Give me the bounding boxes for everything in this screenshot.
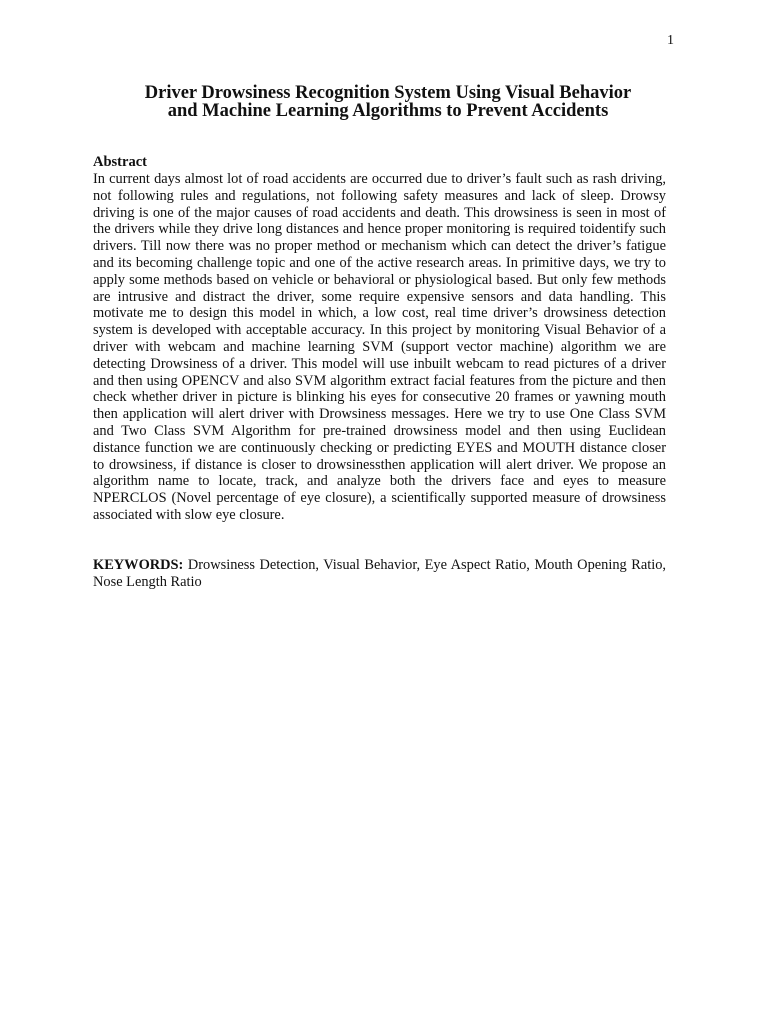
- keywords-paragraph: [93, 557, 666, 591]
- paper-title-line-1: Driver Drowsiness Recognition System Using Visual Behavior: [144, 83, 632, 103]
- keywords-list: Drowsiness Detection, Visual Behavior, Eye Aspect Ratio, Mouth Opening Ratio, Nose Length Ratio: [93, 557, 666, 590]
- abstract-heading: Abstract: [93, 154, 147, 170]
- paper-title: [93, 84, 683, 120]
- keywords-label: KEYWORDS:: [93, 557, 184, 573]
- paper-title-line-2: and Machine Learning Algorithms to Prevent Accidents: [167, 101, 609, 121]
- abstract-body: In current days almost lot of road accidents are occurred due to driver’s fault such as rash driving, not following rules and regulations, not following safety measures and lack of sleep. Drowsy driving is one of the major causes of road accidents and death. This drowsiness is seen in most of the drivers while they drive long distances and hence proper monitoring is required toidentify such drivers. Till now there was no proper method or mechanism which can detect the driver’s fatigue and its becoming challenge topic and one of the active research areas. In primitive days, we try to apply some methods based on vehicle or behavioral or physiological based. But only few methods are intrusive and distract the driver, some require expensive sensors and data handling. This motivate me to design this model in which, a low cost, real time driver’s drowsiness detection system is developed with acceptable accuracy. In this project by monitoring Visual Behavior of a driver with webcam and machine learning SVM (support vector machine) algorithm we are detecting Drowsiness of a driver. This model will use inbuilt webcam to read pictures of a driver and then using OPENCV and also SVM algorithm extract facial features from the picture and then check whether driver in picture is blinking his eyes for consecutive 20 frames or yawning mouth then application will alert driver with Drowsiness messages. Here we try to use One Class SVM and Two Class SVM Algorithm for pre-trained drowsiness model and then using Euclidean distance function we are continuously checking or predicting EYES and MOUTH distance closer to drowsiness, if distance is closer to drowsinessthen application will alert driver. We propose an algorithm name to locate, track, and analyze both the drivers face and eyes to measure NPERCLOS (Novel percentage of eye closure), a scientifically supported measure of drowsiness associated with slow eye closure.: [93, 171, 666, 523]
- page-number: 1: [667, 33, 674, 48]
